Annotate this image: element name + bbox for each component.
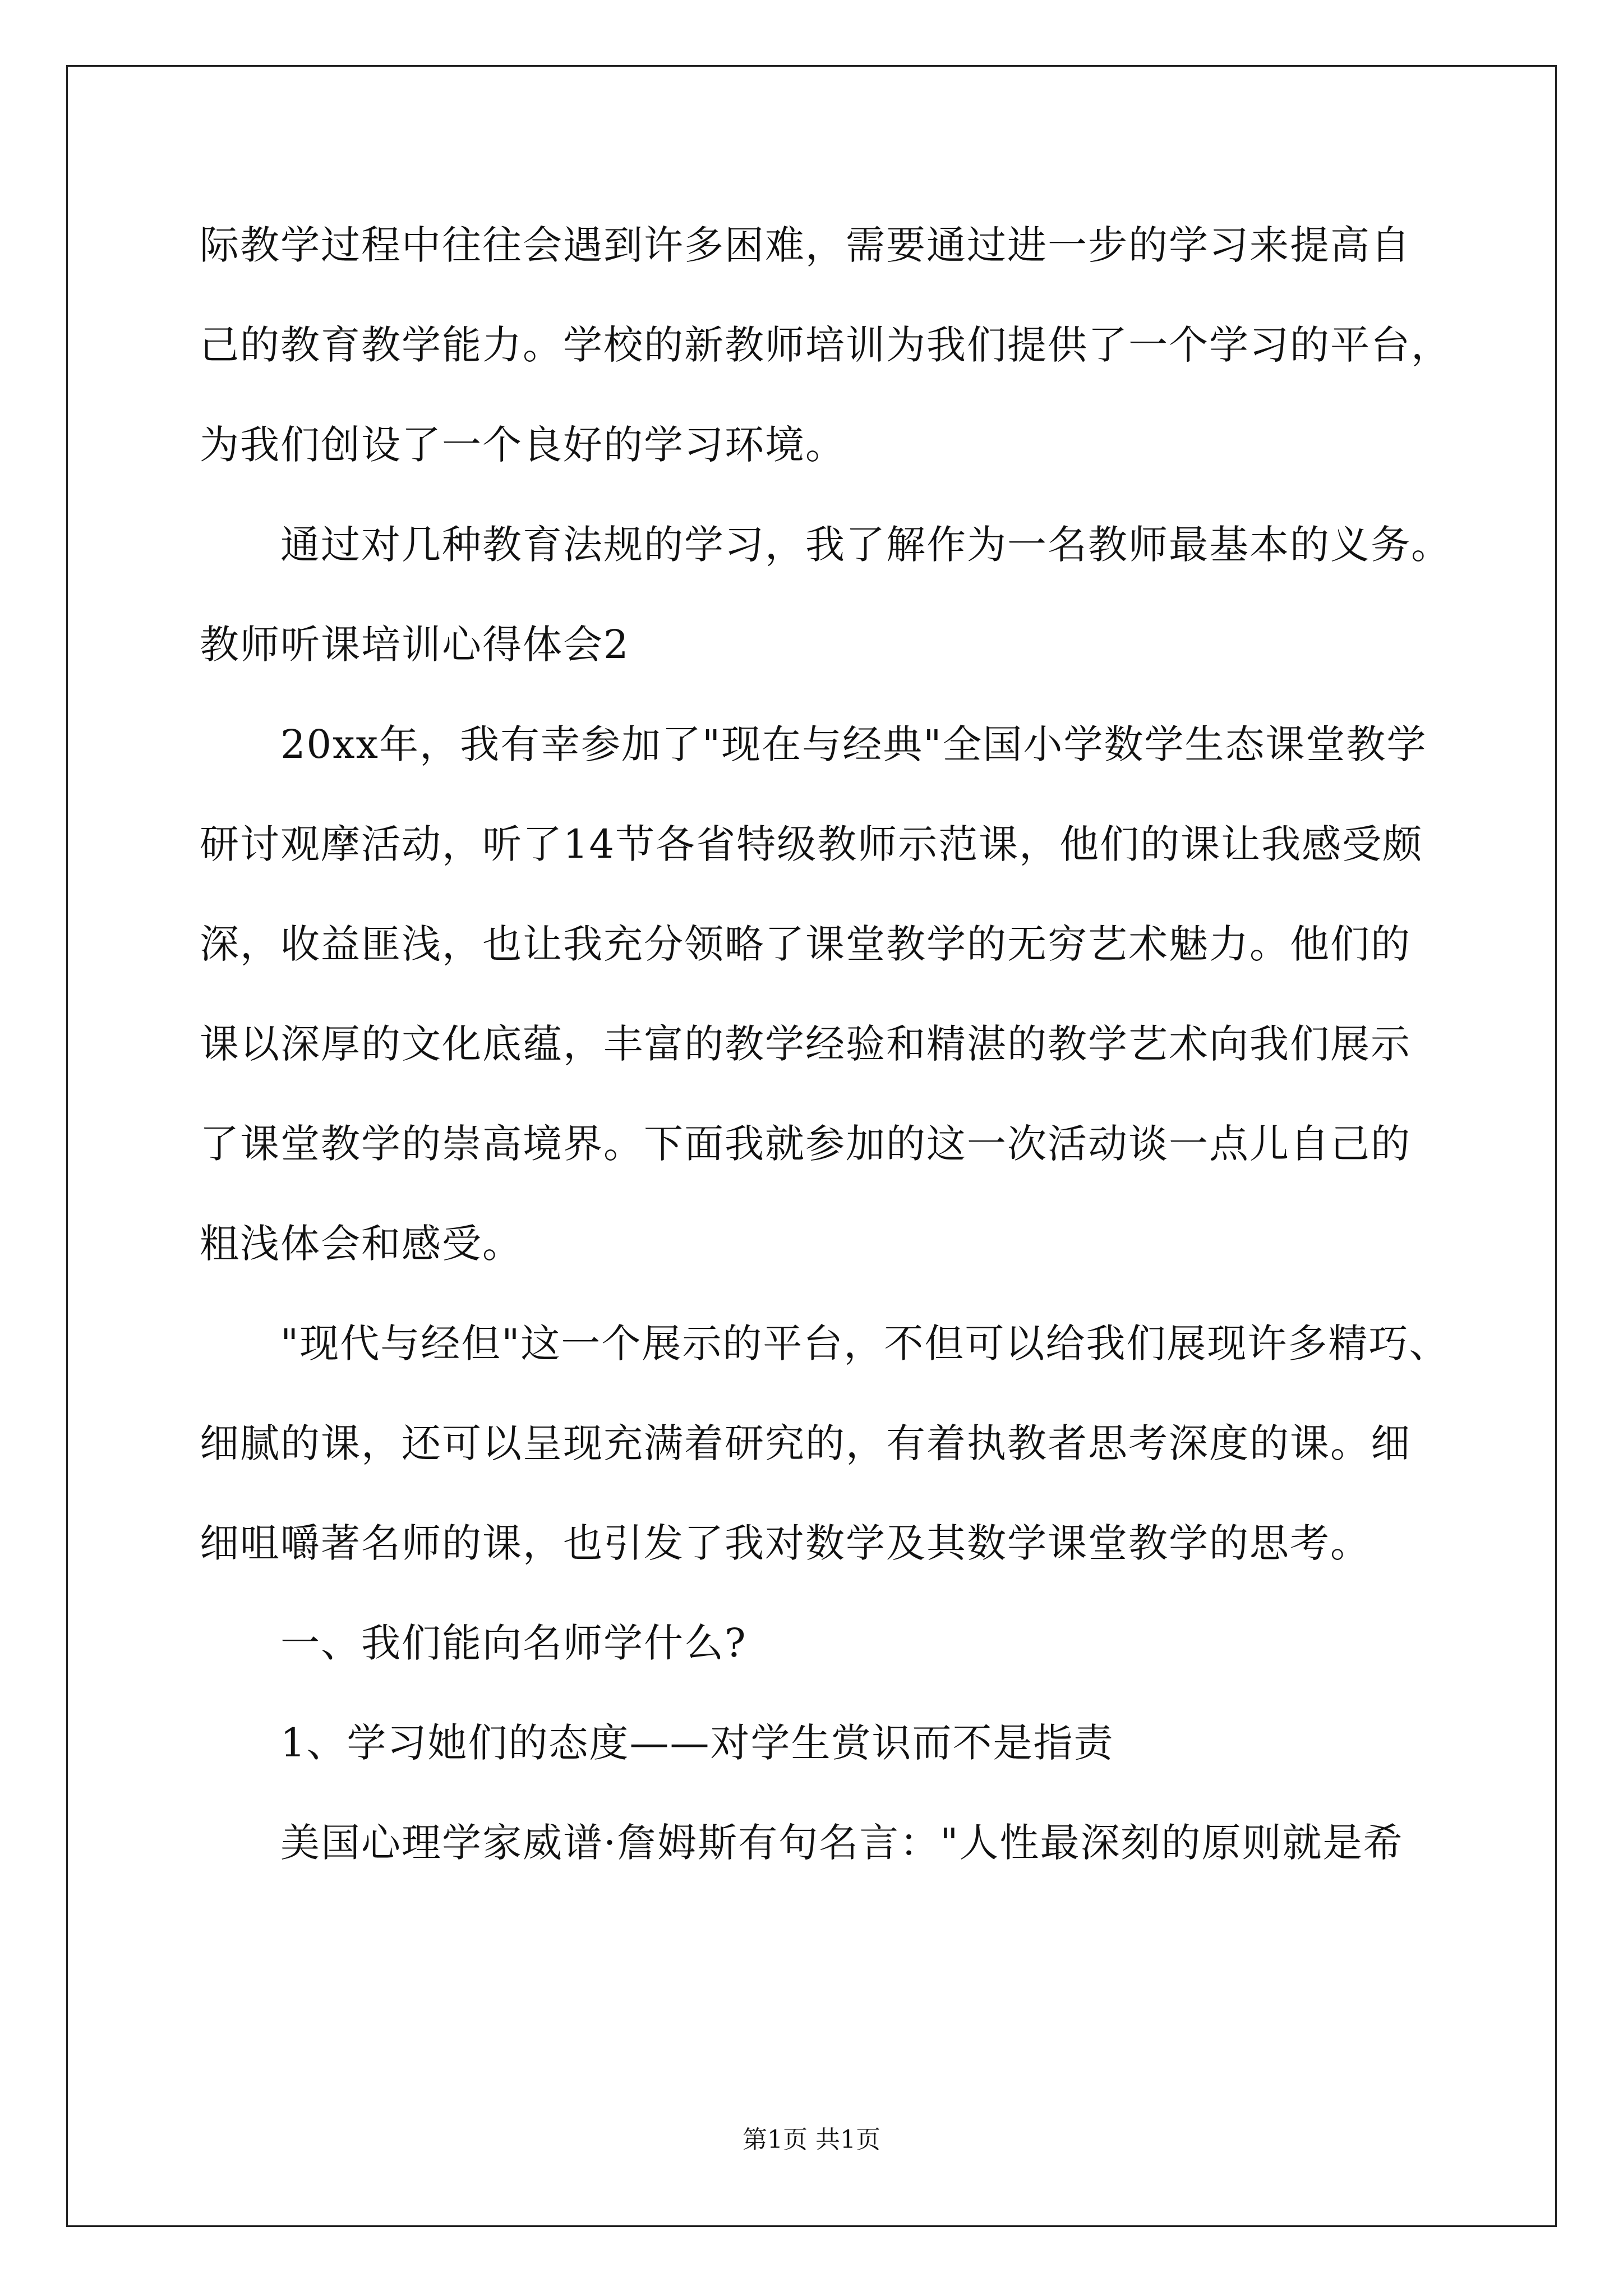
- page-footer: 第1页 共1页: [743, 2125, 880, 2154]
- body-line-3: 为我们创设了一个良好的学习环境。: [200, 422, 846, 468]
- body-line-8: 深，收益匪浅，也让我充分领略了课堂教学的无穷艺术魅力。他们的: [200, 921, 1411, 967]
- body-line-17: 美国心理学家威谱·詹姆斯有句名言："人性最深刻的原则就是希: [280, 1820, 1404, 1866]
- section-heading: 教师听课培训心得体会2: [200, 622, 630, 668]
- body-line-13: 细腻的课，还可以呈现充满着研究的，有着执教者思考深度的课。细: [200, 1420, 1411, 1466]
- body-line-1: 际教学过程中往往会遇到许多困难，需要通过进一步的学习来提高自: [200, 222, 1411, 268]
- body-line-10: 了课堂教学的崇高境界。下面我就参加的这一次活动谈一点儿自己的: [200, 1121, 1411, 1167]
- body-line-12: "现代与经但"这一个展示的平台，不但可以给我们展现许多精巧、: [280, 1320, 1450, 1366]
- body-line-14: 细咀嚼著名师的课，也引发了我对数学及其数学课堂教学的思考。: [200, 1520, 1371, 1566]
- body-line-9: 课以深厚的文化底蕴，丰富的教学经验和精湛的教学艺术向我们展示: [200, 1021, 1411, 1067]
- body-line-7: 研讨观摩活动，听了14节各省特级教师示范课，他们的课让我感受颇: [200, 821, 1423, 867]
- body-line-11: 粗浅体会和感受。: [200, 1221, 523, 1267]
- body-line-6: 20xx年，我有幸参加了"现在与经典"全国小学数学生态课堂教学: [280, 721, 1427, 767]
- subheading-2: 1、学习她们的态度——对学生赏识而不是指责: [280, 1720, 1114, 1766]
- body-line-2: 己的教育教学能力。学校的新教师培训为我们提供了一个学习的平台，: [200, 322, 1451, 368]
- subheading-1: 一、我们能向名师学什么?: [280, 1620, 747, 1666]
- body-line-4: 通过对几种教育法规的学习，我了解作为一名教师最基本的义务。: [280, 522, 1451, 568]
